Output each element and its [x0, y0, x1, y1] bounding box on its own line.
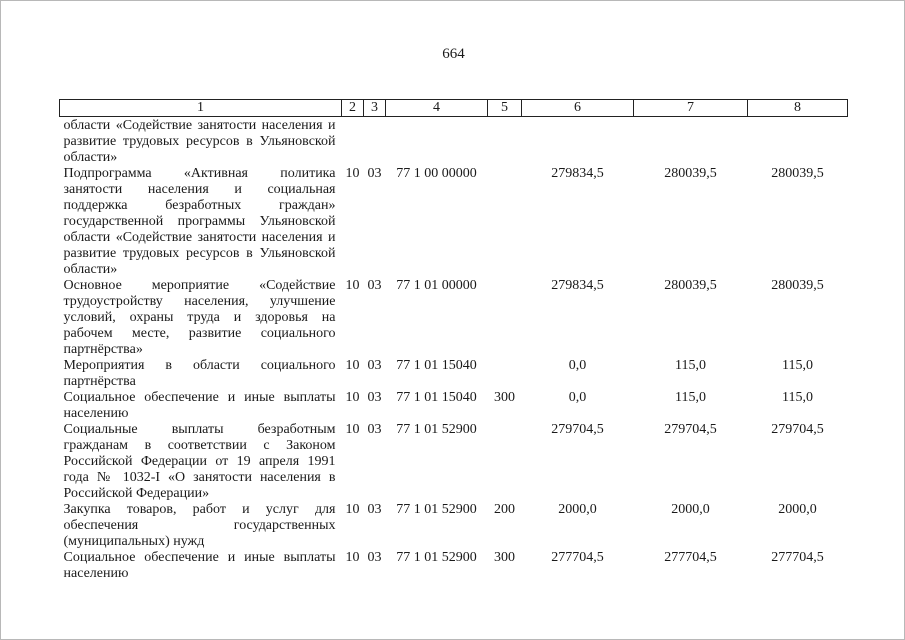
row-name: Закупка товаров, работ и услуг для обеспечения государственных (муниципальных) нужд [63, 502, 336, 549]
header-col-2: 2 [342, 100, 364, 117]
row-pr: 03 [367, 550, 382, 565]
row-rz: 10 [345, 166, 360, 181]
row-csr: 77 1 01 15040 [396, 358, 477, 373]
table-row [60, 166, 848, 278]
row-pr: 03 [367, 166, 382, 181]
row-name: Подпрограмма «Активная политика занятости населения и социальная поддержка безработных граждан» государственной программы Ульяновской области «Содействие занятости населения и развитие трудовых ресурсов в Ульяновской области» [63, 166, 336, 277]
row-year2: 115,0 [675, 390, 706, 405]
row-year3: 280039,5 [771, 278, 824, 293]
row-year3 [748, 117, 848, 167]
row-csr: 77 1 01 52900 [396, 502, 477, 517]
row-pr: 03 [367, 358, 382, 373]
row-csr: 77 1 01 52900 [396, 550, 477, 565]
row-year3: 115,0 [782, 390, 813, 405]
row-year1: 2000,0 [558, 502, 597, 517]
row-rz: 10 [345, 390, 360, 405]
row-year2: 280039,5 [664, 166, 717, 181]
header-col-1: 1 [60, 100, 342, 117]
row-vr [488, 358, 522, 390]
table-row [60, 422, 848, 502]
header-col-5: 5 [488, 100, 522, 117]
row-rz: 10 [345, 502, 360, 517]
table-row [60, 278, 848, 358]
row-pr: 03 [367, 502, 382, 517]
row-year3: 277704,5 [771, 550, 824, 565]
row-rz: 10 [345, 358, 360, 373]
budget-table-wrapper [59, 99, 848, 582]
row-vr [488, 278, 522, 358]
row-year3: 115,0 [782, 358, 813, 373]
row-name: Мероприятия в области социального партнёрства [63, 358, 336, 389]
row-year2: 2000,0 [671, 502, 710, 517]
row-year1: 279834,5 [551, 166, 604, 181]
row-name: Социальное обеспечение и иные выплаты населению [63, 390, 336, 421]
row-csr: 77 1 01 00000 [396, 278, 477, 293]
header-col-8: 8 [748, 100, 848, 117]
row-year3: 280039,5 [771, 166, 824, 181]
header-col-4: 4 [386, 100, 488, 117]
row-vr [488, 166, 522, 278]
table-row [60, 358, 848, 390]
budget-table [59, 99, 848, 582]
table-row [60, 502, 848, 550]
row-year2 [634, 117, 748, 167]
row-year3: 2000,0 [778, 502, 817, 517]
row-rz: 10 [345, 550, 360, 565]
row-year2: 280039,5 [664, 278, 717, 293]
row-year2: 115,0 [675, 358, 706, 373]
row-year1: 0,0 [568, 390, 587, 405]
row-vr: 300 [494, 390, 515, 405]
row-name: области «Содействие занятости населения и развитие трудовых ресурсов в Ульяновской области» [63, 118, 336, 165]
row-vr [488, 117, 522, 167]
table-row [60, 117, 848, 167]
row-pr: 03 [367, 422, 382, 437]
row-csr: 77 1 01 52900 [396, 422, 477, 437]
row-year2: 279704,5 [664, 422, 717, 437]
row-vr [488, 422, 522, 502]
row-rz: 10 [345, 278, 360, 293]
table-header-row [60, 100, 848, 117]
row-pr: 03 [367, 278, 382, 293]
row-rz [342, 117, 364, 167]
row-csr [386, 117, 488, 167]
page-number: 664 [442, 46, 465, 62]
row-name: Социальное обеспечение и иные выплаты населению [63, 550, 336, 581]
row-year1 [522, 117, 634, 167]
row-year1: 277704,5 [551, 550, 604, 565]
row-vr: 300 [494, 550, 515, 565]
row-name: Социальные выплаты безработным гражданам в соответствии с Законом Российской Федерации от 19 апреля 1991 года № 1032-I «О занятости населения в Российской Федерации» [63, 422, 336, 501]
row-vr: 200 [494, 502, 515, 517]
row-csr: 77 1 01 15040 [396, 390, 477, 405]
table-row [60, 390, 848, 422]
row-pr [364, 117, 386, 167]
row-csr: 77 1 00 00000 [396, 166, 477, 181]
header-col-6: 6 [522, 100, 634, 117]
row-name: Основное мероприятие «Содействие трудоустройству населения, улучшение условий, охраны труда и здоровья на рабочем месте, развитие социального партнёрства» [63, 278, 336, 357]
row-year1: 279704,5 [551, 422, 604, 437]
header-col-3: 3 [364, 100, 386, 117]
table-row [60, 550, 848, 582]
row-year2: 277704,5 [664, 550, 717, 565]
row-year3: 279704,5 [771, 422, 824, 437]
header-col-7: 7 [634, 100, 748, 117]
row-year1: 279834,5 [551, 278, 604, 293]
row-year1: 0,0 [568, 358, 587, 373]
row-rz: 10 [345, 422, 360, 437]
row-pr: 03 [367, 390, 382, 405]
